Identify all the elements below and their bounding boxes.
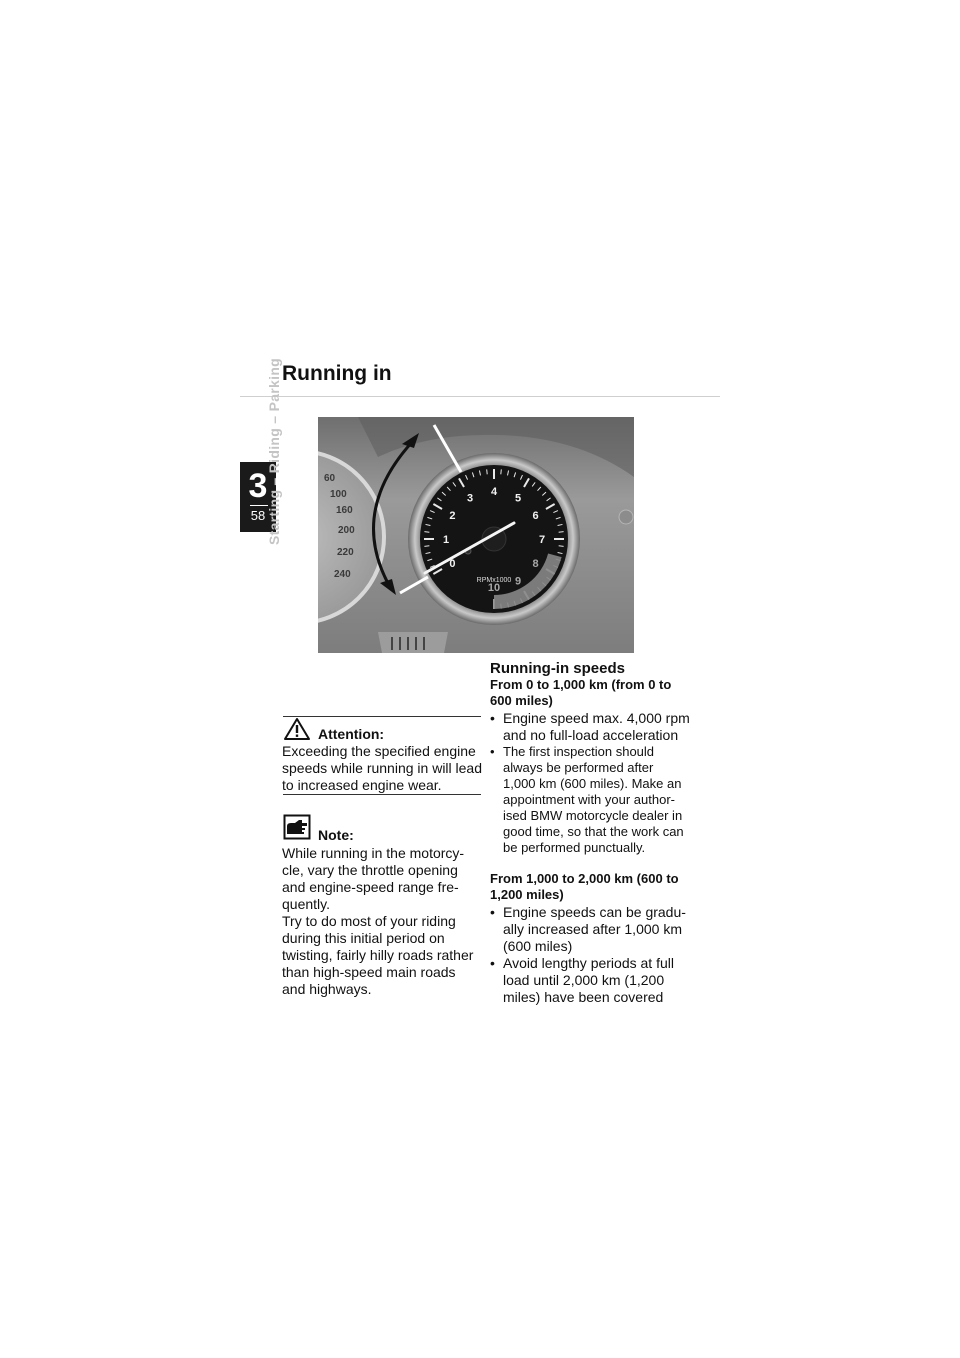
tach-minor-tick — [559, 546, 564, 547]
tach-label: 0 — [449, 558, 456, 570]
tach-label: 3 — [466, 492, 474, 505]
speedo-label: 100 — [330, 489, 347, 500]
list-line: be performed punctually. — [503, 840, 646, 855]
stage2-heading — [490, 871, 690, 903]
tachometer-unit-label: RPMx1000 — [476, 577, 512, 584]
list-line: (600 miles) — [503, 938, 573, 954]
list-line: 1,000 km (600 miles). Make an — [503, 776, 682, 791]
list-line: miles) have been covered — [503, 989, 664, 1005]
note-line: While running in the motorcy- — [282, 845, 465, 861]
list-item — [490, 904, 690, 955]
title-divider — [240, 396, 720, 397]
attention-text — [282, 743, 482, 794]
odometer-window — [378, 632, 448, 653]
tach-label: 4 — [490, 486, 498, 498]
tach-minor-tick — [487, 469, 488, 474]
note-hand-icon — [283, 814, 313, 842]
list-line: ised BMW motorcycle dealer in — [503, 808, 683, 823]
note-line: and engine-speed range fre- — [282, 879, 459, 895]
attention-line: speeds while running in will lead — [282, 760, 483, 776]
list-item — [490, 710, 690, 744]
speedo-label: 160 — [336, 505, 353, 516]
tachometer-figure — [318, 417, 634, 653]
note-line: than high-speed main roads — [282, 964, 456, 980]
stage1-heading-line: 600 miles) — [490, 693, 553, 708]
note-label: Note: — [318, 827, 354, 843]
note-line: Try to do most of your riding — [282, 913, 456, 929]
stage2-heading-line: From 1,000 to 2,000 km (600 to — [490, 871, 679, 886]
dashboard-knob — [619, 510, 633, 524]
tach-label: 10 — [487, 582, 501, 594]
tach-minor-tick — [559, 532, 564, 533]
attention-label: Attention: — [318, 726, 385, 742]
list-line: ally increased after 1,000 km — [503, 921, 682, 937]
tach-label: 1 — [442, 534, 450, 546]
speedo-label: 220 — [337, 547, 354, 558]
speedo-label: 240 — [334, 569, 351, 580]
note-line: quently. — [282, 896, 330, 912]
attention-top-rule — [283, 716, 481, 717]
list-line: • The first inspection should — [503, 744, 655, 759]
page-number: 58 — [250, 508, 266, 523]
tach-label: 9 — [514, 575, 522, 588]
attention-bottom-rule — [283, 794, 481, 795]
note-line: cle, vary the throttle opening — [282, 862, 458, 878]
tach-label: 7 — [538, 534, 546, 546]
tach-minor-tick — [501, 469, 502, 474]
stage1-heading — [490, 677, 690, 709]
list-line: good time, so that the work can — [503, 824, 684, 839]
note-text — [282, 845, 482, 998]
stage1-list — [490, 710, 690, 856]
list-line: • Engine speed max. 4,000 rpm — [503, 710, 690, 726]
note-line: during this initial period on — [282, 930, 445, 946]
note-line: and highways. — [282, 981, 372, 997]
stage1-heading-line: From 0 to 1,000 km (from 0 to — [490, 677, 672, 692]
speedo-label: 60 — [324, 473, 336, 484]
list-line: • Avoid lengthy periods at full — [503, 955, 674, 971]
tach-label: 6 — [532, 510, 539, 522]
page-title: Running in — [282, 362, 392, 385]
list-line: and no full-load acceleration — [503, 727, 679, 743]
list-item — [490, 955, 690, 1006]
chapter-side-label: Starting – Riding – Parking — [266, 357, 282, 545]
tach-label: 2 — [449, 510, 456, 522]
tach-minor-tick — [424, 546, 429, 547]
stage2-heading-line: 1,200 miles) — [490, 887, 564, 902]
speedo-label: 200 — [338, 525, 355, 536]
attention-line: Exceeding the specified engine — [282, 743, 476, 759]
running-in-speeds-heading: Running-in speeds — [490, 660, 625, 677]
tach-label: 5 — [514, 492, 522, 505]
tach-minor-tick — [424, 532, 429, 533]
list-line: • Engine speeds can be gradu- — [503, 904, 686, 920]
stage2-list — [490, 904, 690, 1006]
list-line: always be performed after — [503, 760, 654, 775]
list-line: load until 2,000 km (1,200 — [503, 972, 665, 988]
note-line: twisting, fairly hilly roads rather — [282, 947, 474, 963]
warning-triangle-icon — [283, 717, 311, 741]
list-line: appointment with your author- — [503, 792, 675, 807]
list-item — [490, 744, 690, 856]
chapter-number: 3 — [248, 467, 268, 505]
tach-label: 8 — [532, 558, 539, 570]
attention-line: to increased engine wear. — [282, 777, 442, 793]
